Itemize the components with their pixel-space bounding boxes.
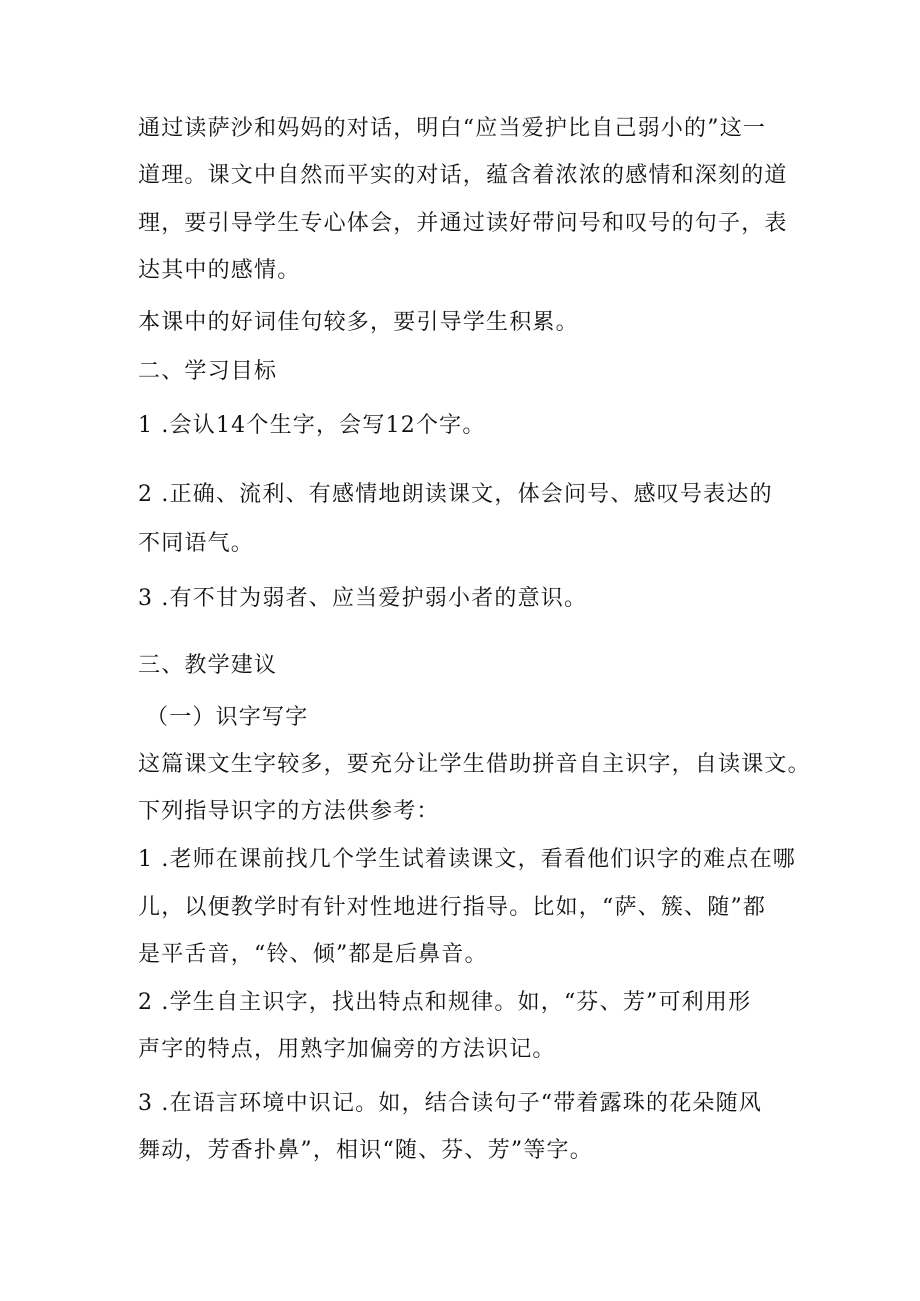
- section-heading: 三、教学建议: [138, 653, 278, 678]
- list-item-continuation: 不同语气。: [138, 531, 255, 556]
- paragraph-line: 理，要引导学生专心体会，并通过读好带问号和叹号的句子，表: [138, 211, 788, 236]
- list-item-continuation: 儿，以便教学时有针对性地进行指导。比如，“萨、簇、随”都: [138, 895, 767, 920]
- list-item: 3 .有不甘为弱者、应当爱护弱小者的意识。: [138, 586, 588, 611]
- list-item: 1 .会认14个生字，会写12个字。: [138, 413, 486, 438]
- subsection-heading: （一）识字写字: [146, 705, 309, 730]
- section-heading: 二、学习目标: [138, 359, 278, 384]
- list-item: 2 .正确、流利、有感情地朗读课文，体会问号、感叹号表达的: [138, 482, 773, 507]
- list-item: 1 .老师在课前找几个学生试着读课文，看看他们识字的难点在哪: [138, 847, 796, 872]
- paragraph-line: 达其中的感情。: [138, 258, 301, 283]
- paragraph-line: 道理。课文中自然而平实的对话，蕴含着浓浓的感情和深刻的道: [138, 163, 788, 188]
- paragraph-line: 本课中的好词佳句较多，要引导学生积累。: [138, 310, 579, 335]
- paragraph-line: 通过读萨沙和妈妈的对话，明白“应当爱护比自己弱小的”这一: [138, 116, 767, 141]
- list-item-continuation: 舞动，芳香扑鼻”，相识“随、芬、芳”等字。: [138, 1138, 593, 1163]
- paragraph-line: 这篇课文生字较多，要充分让学生借助拼音自主识字，自读课文。: [138, 752, 811, 777]
- list-item: 2 .学生自主识字，找出特点和规律。如，“芬、芳”可利用形: [138, 990, 752, 1015]
- list-item: 3 .在语言环境中识记。如，结合读句子“带着露珠的花朵随风: [138, 1091, 763, 1116]
- list-item-continuation: 声字的特点，用熟字加偏旁的方法识记。: [138, 1037, 556, 1062]
- list-item-continuation: 是平舌音，“铃、倾”都是后鼻音。: [138, 942, 488, 967]
- paragraph-line: 下列指导识字的方法供参考：: [138, 799, 440, 824]
